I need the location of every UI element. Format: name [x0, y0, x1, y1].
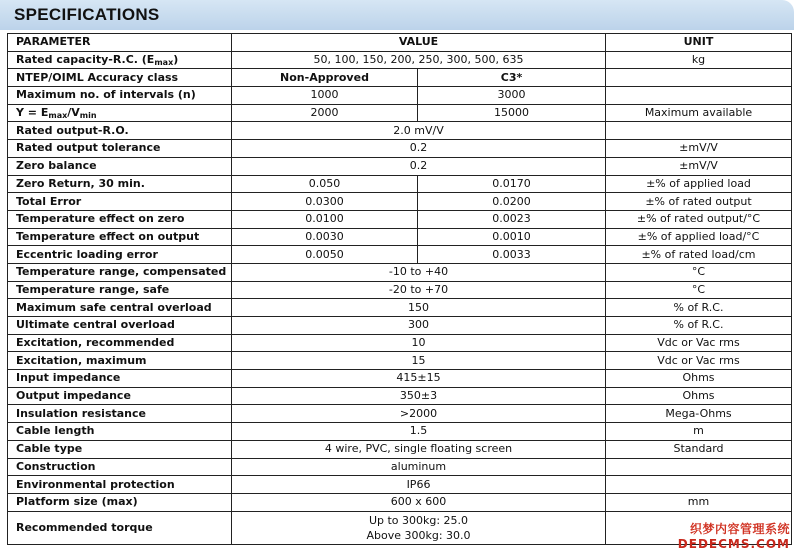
param-cell: Excitation, recommended	[8, 334, 232, 352]
value-cell-1: 0.0030	[232, 228, 418, 246]
table-row	[8, 511, 792, 544]
value-cell: >2000	[232, 405, 606, 423]
param-cell: Maximum no. of intervals (n)	[8, 87, 232, 105]
column-header-unit: UNIT	[606, 34, 792, 52]
unit-cell: % of R.C.	[606, 317, 792, 335]
table-row	[8, 210, 792, 228]
value-cell-1: 1000	[232, 87, 418, 105]
value-cell-1: 0.0050	[232, 246, 418, 264]
unit-cell: kg	[606, 51, 792, 69]
unit-cell: ±mV/V	[606, 157, 792, 175]
table-row	[8, 69, 792, 87]
unit-cell: ±% of applied load	[606, 175, 792, 193]
param-cell: Input impedance	[8, 370, 232, 388]
value-cell-2: 15000	[418, 104, 606, 122]
table-row	[8, 352, 792, 370]
param-cell: Construction	[8, 458, 232, 476]
value-cell: 0.2	[232, 140, 606, 158]
unit-cell: Ohms	[606, 387, 792, 405]
table-row	[8, 175, 792, 193]
table-row	[8, 317, 792, 335]
table-row	[8, 440, 792, 458]
table-row	[8, 193, 792, 211]
value-cell-1: 0.050	[232, 175, 418, 193]
table-row	[8, 493, 792, 511]
param-cell: Environmental protection	[8, 476, 232, 494]
param-cell: Rated output-R.O.	[8, 122, 232, 140]
unit-cell: ±% of applied load/°C	[606, 228, 792, 246]
watermark	[678, 520, 790, 551]
param-cell: Eccentric loading error	[8, 246, 232, 264]
column-header-parameter: PARAMETER	[8, 34, 232, 52]
table-row	[8, 246, 792, 264]
param-cell: Temperature effect on output	[8, 228, 232, 246]
table-row	[8, 334, 792, 352]
param-cell: Platform size (max)	[8, 493, 232, 511]
torque-line-2: Above 300kg: 30.0	[366, 528, 471, 542]
value-cell-1: Non-Approved	[232, 69, 418, 87]
table-header-row	[8, 34, 792, 52]
value-cell-1: 0.0100	[232, 210, 418, 228]
value-cell-2: 0.0033	[418, 246, 606, 264]
value-cell-1: 0.0300	[232, 193, 418, 211]
specifications-table	[7, 33, 792, 545]
param-cell: Rated capacity-R.C. $(E_{max})$	[8, 51, 232, 69]
watermark-line-2: DEDECMS.COM	[677, 537, 790, 551]
param-cell: Temperature effect on zero	[8, 210, 232, 228]
table-row	[8, 140, 792, 158]
param-cell: Ultimate central overload	[8, 317, 232, 335]
value-cell: 300	[232, 317, 606, 335]
unit-cell: Mega-Ohms	[606, 405, 792, 423]
table-row	[8, 263, 792, 281]
unit-cell: ±mV/V	[606, 140, 792, 158]
param-cell: Total Error	[8, 193, 232, 211]
unit-cell: °C	[606, 263, 792, 281]
param-cell: Maximum safe central overload	[8, 299, 232, 317]
param-cell: Temperature range, safe	[8, 281, 232, 299]
table-row	[8, 122, 792, 140]
value-cell: 600 x 600	[232, 493, 606, 511]
unit-cell: ±% of rated output/°C	[606, 210, 792, 228]
unit-cell: m	[606, 423, 792, 441]
value-cell: 415±15	[232, 370, 606, 388]
param-cell: Recommended torque	[8, 511, 232, 544]
value-cell: 15	[232, 352, 606, 370]
watermark-line-1: 织梦内容管理系统	[689, 522, 790, 536]
section-title: SPECIFICATIONS	[14, 5, 160, 24]
value-cell: 10	[232, 334, 606, 352]
table-row	[8, 87, 792, 105]
unit-cell	[606, 69, 792, 87]
unit-cell: ±% of rated output	[606, 193, 792, 211]
value-cell	[232, 511, 606, 544]
unit-cell	[606, 122, 792, 140]
unit-cell: Maximum available	[606, 104, 792, 122]
param-cell: Zero Return, 30 min.	[8, 175, 232, 193]
unit-cell: Vdc or Vac rms	[606, 352, 792, 370]
unit-cell	[606, 458, 792, 476]
value-cell-2: 0.0200	[418, 193, 606, 211]
unit-cell: mm	[606, 493, 792, 511]
table-row	[8, 281, 792, 299]
unit-cell: ±% of rated load/cm	[606, 246, 792, 264]
value-cell-2: C3*	[418, 69, 606, 87]
table-row	[8, 157, 792, 175]
table-row	[8, 370, 792, 388]
value-cell-2: 3000	[418, 87, 606, 105]
value-cell-1: 2000	[232, 104, 418, 122]
table-row	[8, 228, 792, 246]
table-row	[8, 51, 792, 69]
value-cell-2: 0.0170	[418, 175, 606, 193]
unit-cell: °C	[606, 281, 792, 299]
value-cell: 2.0 mV/V	[232, 122, 606, 140]
unit-cell: Vdc or Vac rms	[606, 334, 792, 352]
unit-cell: Ohms	[606, 370, 792, 388]
value-cell: -10 to +40	[232, 263, 606, 281]
table-row	[8, 387, 792, 405]
value-cell-2: 0.0023	[418, 210, 606, 228]
unit-cell: Standard	[606, 440, 792, 458]
torque-line-1: Up to 300kg: 25.0	[368, 513, 469, 527]
value-cell: 4 wire, PVC, single floating screen	[232, 440, 606, 458]
value-cell: 350±3	[232, 387, 606, 405]
param-cell: Output impedance	[8, 387, 232, 405]
param-cell: Cable type	[8, 440, 232, 458]
value-cell: -20 to +70	[232, 281, 606, 299]
value-cell: 1.5	[232, 423, 606, 441]
table-row	[8, 405, 792, 423]
table-row	[8, 104, 792, 122]
param-cell: $Y = E_{max}/V_{min}$	[8, 104, 232, 122]
value-cell: IP66	[232, 476, 606, 494]
value-cell-2: 0.0010	[418, 228, 606, 246]
unit-cell	[606, 87, 792, 105]
table-row	[8, 423, 792, 441]
param-cell: Cable length	[8, 423, 232, 441]
table-row	[8, 476, 792, 494]
table-row	[8, 458, 792, 476]
param-cell: Temperature range, compensated	[8, 263, 232, 281]
value-cell: 50, 100, 150, 200, 250, 300, 500, 635	[232, 51, 606, 69]
section-title-bar	[0, 0, 794, 30]
param-cell: Rated output tolerance	[8, 140, 232, 158]
value-cell: 150	[232, 299, 606, 317]
value-cell: 0.2	[232, 157, 606, 175]
unit-cell	[606, 476, 792, 494]
table-row	[8, 299, 792, 317]
param-cell: NTEP/OIML Accuracy class	[8, 69, 232, 87]
param-cell: Zero balance	[8, 157, 232, 175]
unit-cell: % of R.C.	[606, 299, 792, 317]
param-cell: Insulation resistance	[8, 405, 232, 423]
column-header-value: VALUE	[232, 34, 606, 52]
value-cell: aluminum	[232, 458, 606, 476]
param-cell: Excitation, maximum	[8, 352, 232, 370]
